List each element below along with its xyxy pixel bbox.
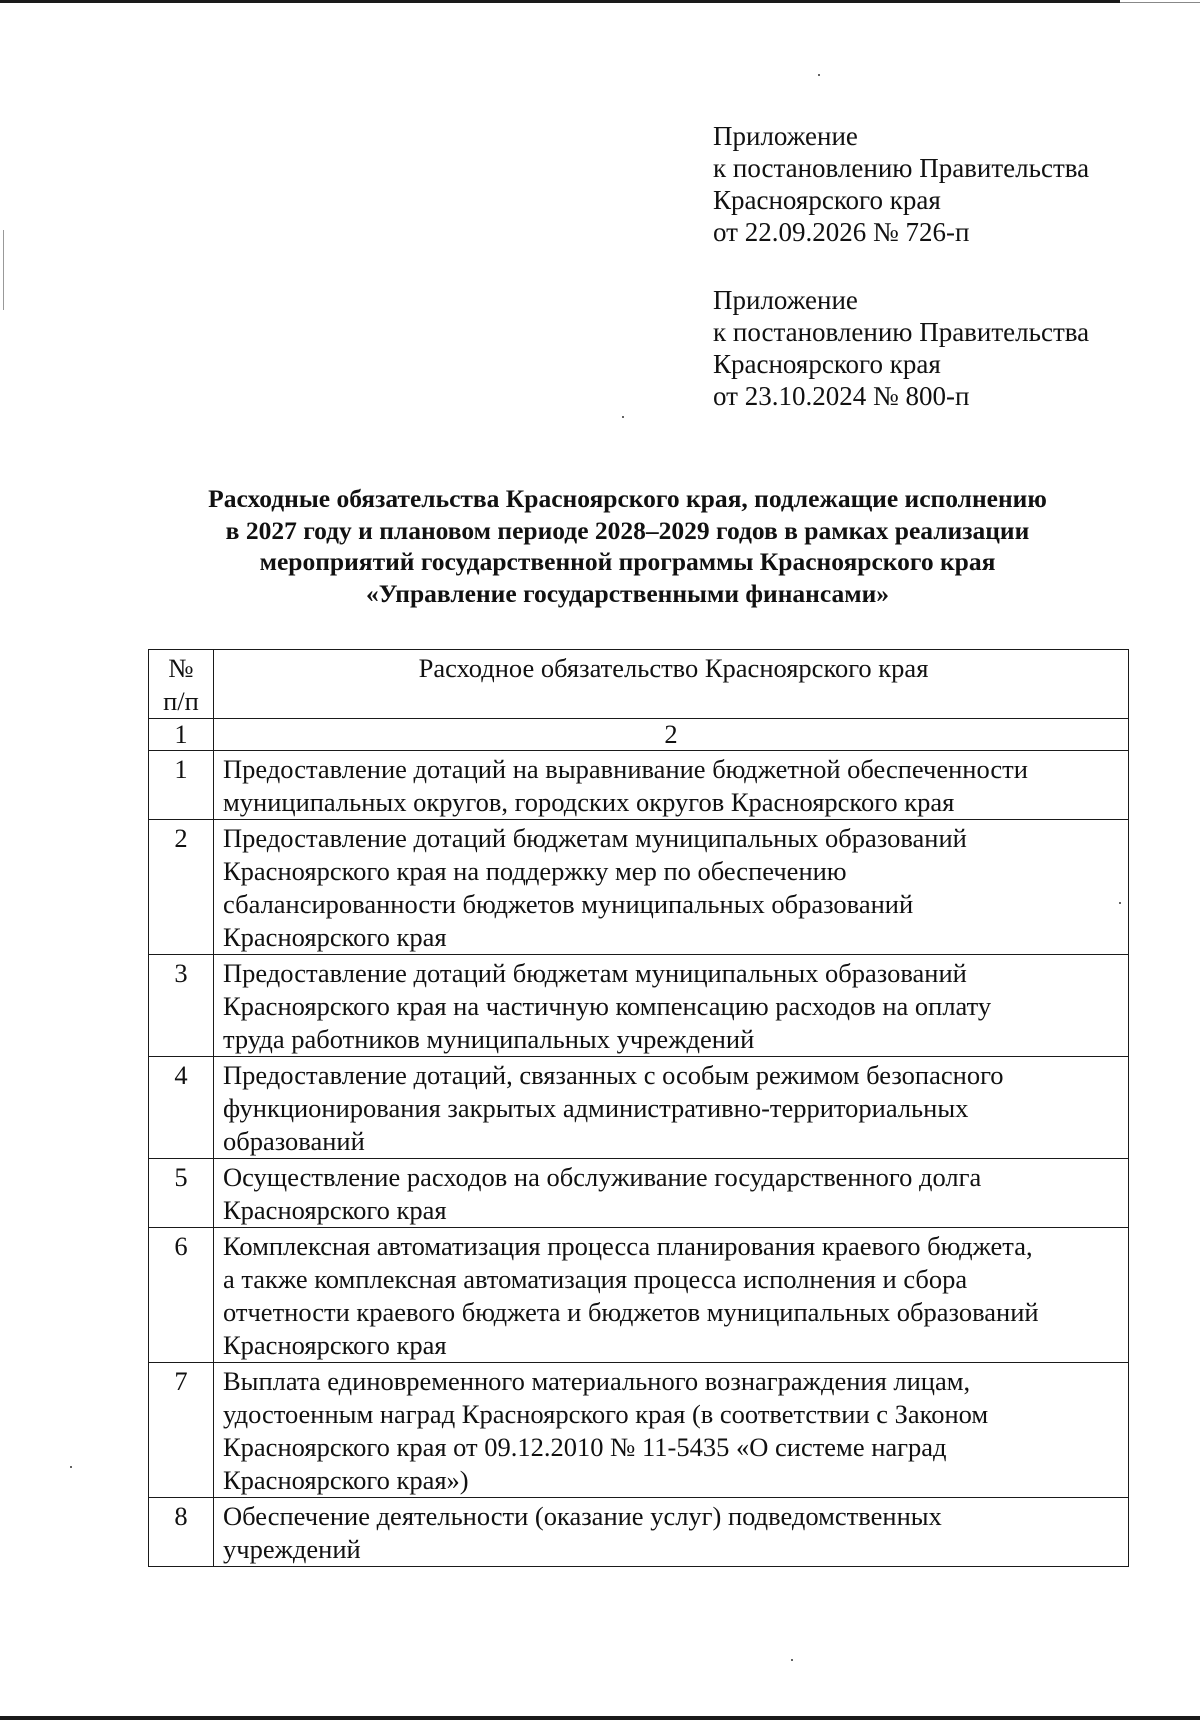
row-obligation-cell xyxy=(214,1057,1129,1159)
obligation-text-line: функционирования закрытых административно-территориальных xyxy=(223,1093,969,1123)
scan-speck xyxy=(622,416,624,418)
table-header-row xyxy=(149,650,1129,719)
appendix-date-number: от 23.10.2024 № 800-п xyxy=(713,381,970,411)
obligation-text-line: сбалансированности бюджетов муниципальных образований xyxy=(223,889,914,919)
table-row xyxy=(149,1363,1129,1498)
obligation-text-line: Красноярского края на поддержку мер по обеспечению xyxy=(223,856,847,886)
obligation-text-line: Обеспечение деятельности (оказание услуг) подведомственных xyxy=(223,1501,942,1531)
row-obligation-cell xyxy=(214,751,1129,820)
document-title-line: Расходные обязательства Красноярского края, подлежащие исполнению xyxy=(208,484,1047,513)
obligation-text-line: Предоставление дотаций на выравнивание бюджетной обеспеченности xyxy=(223,754,1028,784)
scan-speck xyxy=(70,1466,72,1468)
table-row xyxy=(149,1228,1129,1363)
obligation-text-line: Предоставление дотаций бюджетам муниципальных образований xyxy=(223,958,967,988)
row-obligation-cell xyxy=(214,820,1129,955)
obligation-text-line: Красноярского края xyxy=(223,922,447,952)
scan-speck xyxy=(818,74,820,76)
appendix-current-block xyxy=(713,120,1173,248)
row-number-cell: 6 xyxy=(149,1228,214,1363)
obligation-text-line: отчетности краевого бюджета и бюджетов муниципальных образований xyxy=(223,1297,1039,1327)
row-number-cell: 2 xyxy=(149,820,214,955)
row-number-cell: 1 xyxy=(149,751,214,820)
appendix-title: Приложение xyxy=(713,285,858,315)
row-obligation-cell xyxy=(214,1363,1129,1498)
appendix-title: Приложение xyxy=(713,121,858,151)
scan-edge-top-faint xyxy=(1120,2,1200,3)
row-number-cell: 5 xyxy=(149,1159,214,1228)
appendix-date-number: от 22.09.2026 № 726-п xyxy=(713,217,970,247)
document-title-line: в 2027 году и плановом периоде 2028–2029 годов в рамках реализации xyxy=(225,515,1030,545)
table-row xyxy=(149,1159,1129,1228)
obligation-text-line: Осуществление расходов на обслуживание государственного долга xyxy=(223,1162,982,1192)
row-obligation-cell xyxy=(214,1228,1129,1363)
obligation-text-line: Красноярского края xyxy=(223,1195,447,1225)
column-number-cell: 2 xyxy=(214,719,1129,751)
header-obligation-cell: Расходное обязательство Красноярского края xyxy=(214,650,1129,719)
header-number-symbol: № xyxy=(168,653,194,683)
obligation-text-line: удостоенным наград Красноярского края (в соответствии с Законом xyxy=(223,1399,989,1429)
column-number-row xyxy=(149,719,1129,751)
obligation-text-line: муниципальных округов, городских округов Красноярского края xyxy=(223,787,955,817)
appendix-resolution-line: к постановлению Правительства xyxy=(713,153,1090,183)
scan-edge-bottom xyxy=(0,1716,1200,1720)
scan-edge-top xyxy=(0,0,1120,3)
appendix-region-line: Красноярского края xyxy=(713,349,941,379)
appendix-previous-block xyxy=(713,284,1173,412)
row-obligation-cell xyxy=(214,1498,1129,1567)
header-number-cell xyxy=(149,650,214,719)
row-obligation-cell xyxy=(214,955,1129,1057)
appendix-resolution-line: к постановлению Правительства xyxy=(713,317,1090,347)
obligation-text-line: Красноярского края xyxy=(223,1330,447,1360)
table-row xyxy=(149,1057,1129,1159)
obligation-text-line: труда работников муниципальных учреждений xyxy=(223,1024,755,1054)
appendix-region-line: Красноярского края xyxy=(713,185,941,215)
table-row xyxy=(149,955,1129,1057)
row-number-cell: 4 xyxy=(149,1057,214,1159)
obligation-text-line: а также комплексная автоматизация процесса исполнения и сбора xyxy=(223,1264,968,1294)
document-title-line: мероприятий государственной программы Красноярского края xyxy=(259,547,996,576)
table-row xyxy=(149,1498,1129,1567)
scan-speck xyxy=(791,1659,793,1661)
obligation-text-line: Выплата единовременного материального вознаграждения лицам, xyxy=(223,1366,971,1396)
obligations-table xyxy=(148,649,1129,1567)
scan-edge-left xyxy=(3,230,4,310)
document-title xyxy=(60,483,1195,609)
obligation-text-line: Красноярского края на частичную компенсацию расходов на оплату xyxy=(223,991,992,1021)
obligation-text-line: учреждений xyxy=(223,1534,361,1564)
obligation-text-line: Предоставление дотаций, связанных с особым режимом безопасного xyxy=(223,1060,1004,1090)
document-title-line: «Управление государственными финансами» xyxy=(365,578,890,608)
header-number-abbrev: п/п xyxy=(163,686,199,716)
row-number-cell: 3 xyxy=(149,955,214,1057)
row-obligation-cell xyxy=(214,1159,1129,1228)
obligation-text-line: Красноярского края от 09.12.2010 № 11-5435 «О системе наград xyxy=(223,1432,947,1462)
obligation-text-line: Предоставление дотаций бюджетам муниципальных образований xyxy=(223,823,967,853)
obligation-text-line: Красноярского края») xyxy=(223,1465,469,1495)
table-row xyxy=(149,751,1129,820)
row-number-cell: 7 xyxy=(149,1363,214,1498)
obligation-text-line: образований xyxy=(223,1126,365,1156)
row-number-cell: 8 xyxy=(149,1498,214,1567)
obligation-text-line: Комплексная автоматизация процесса планирования краевого бюджета, xyxy=(223,1231,1033,1261)
table-row xyxy=(149,820,1129,955)
column-number-cell: 1 xyxy=(149,719,214,751)
